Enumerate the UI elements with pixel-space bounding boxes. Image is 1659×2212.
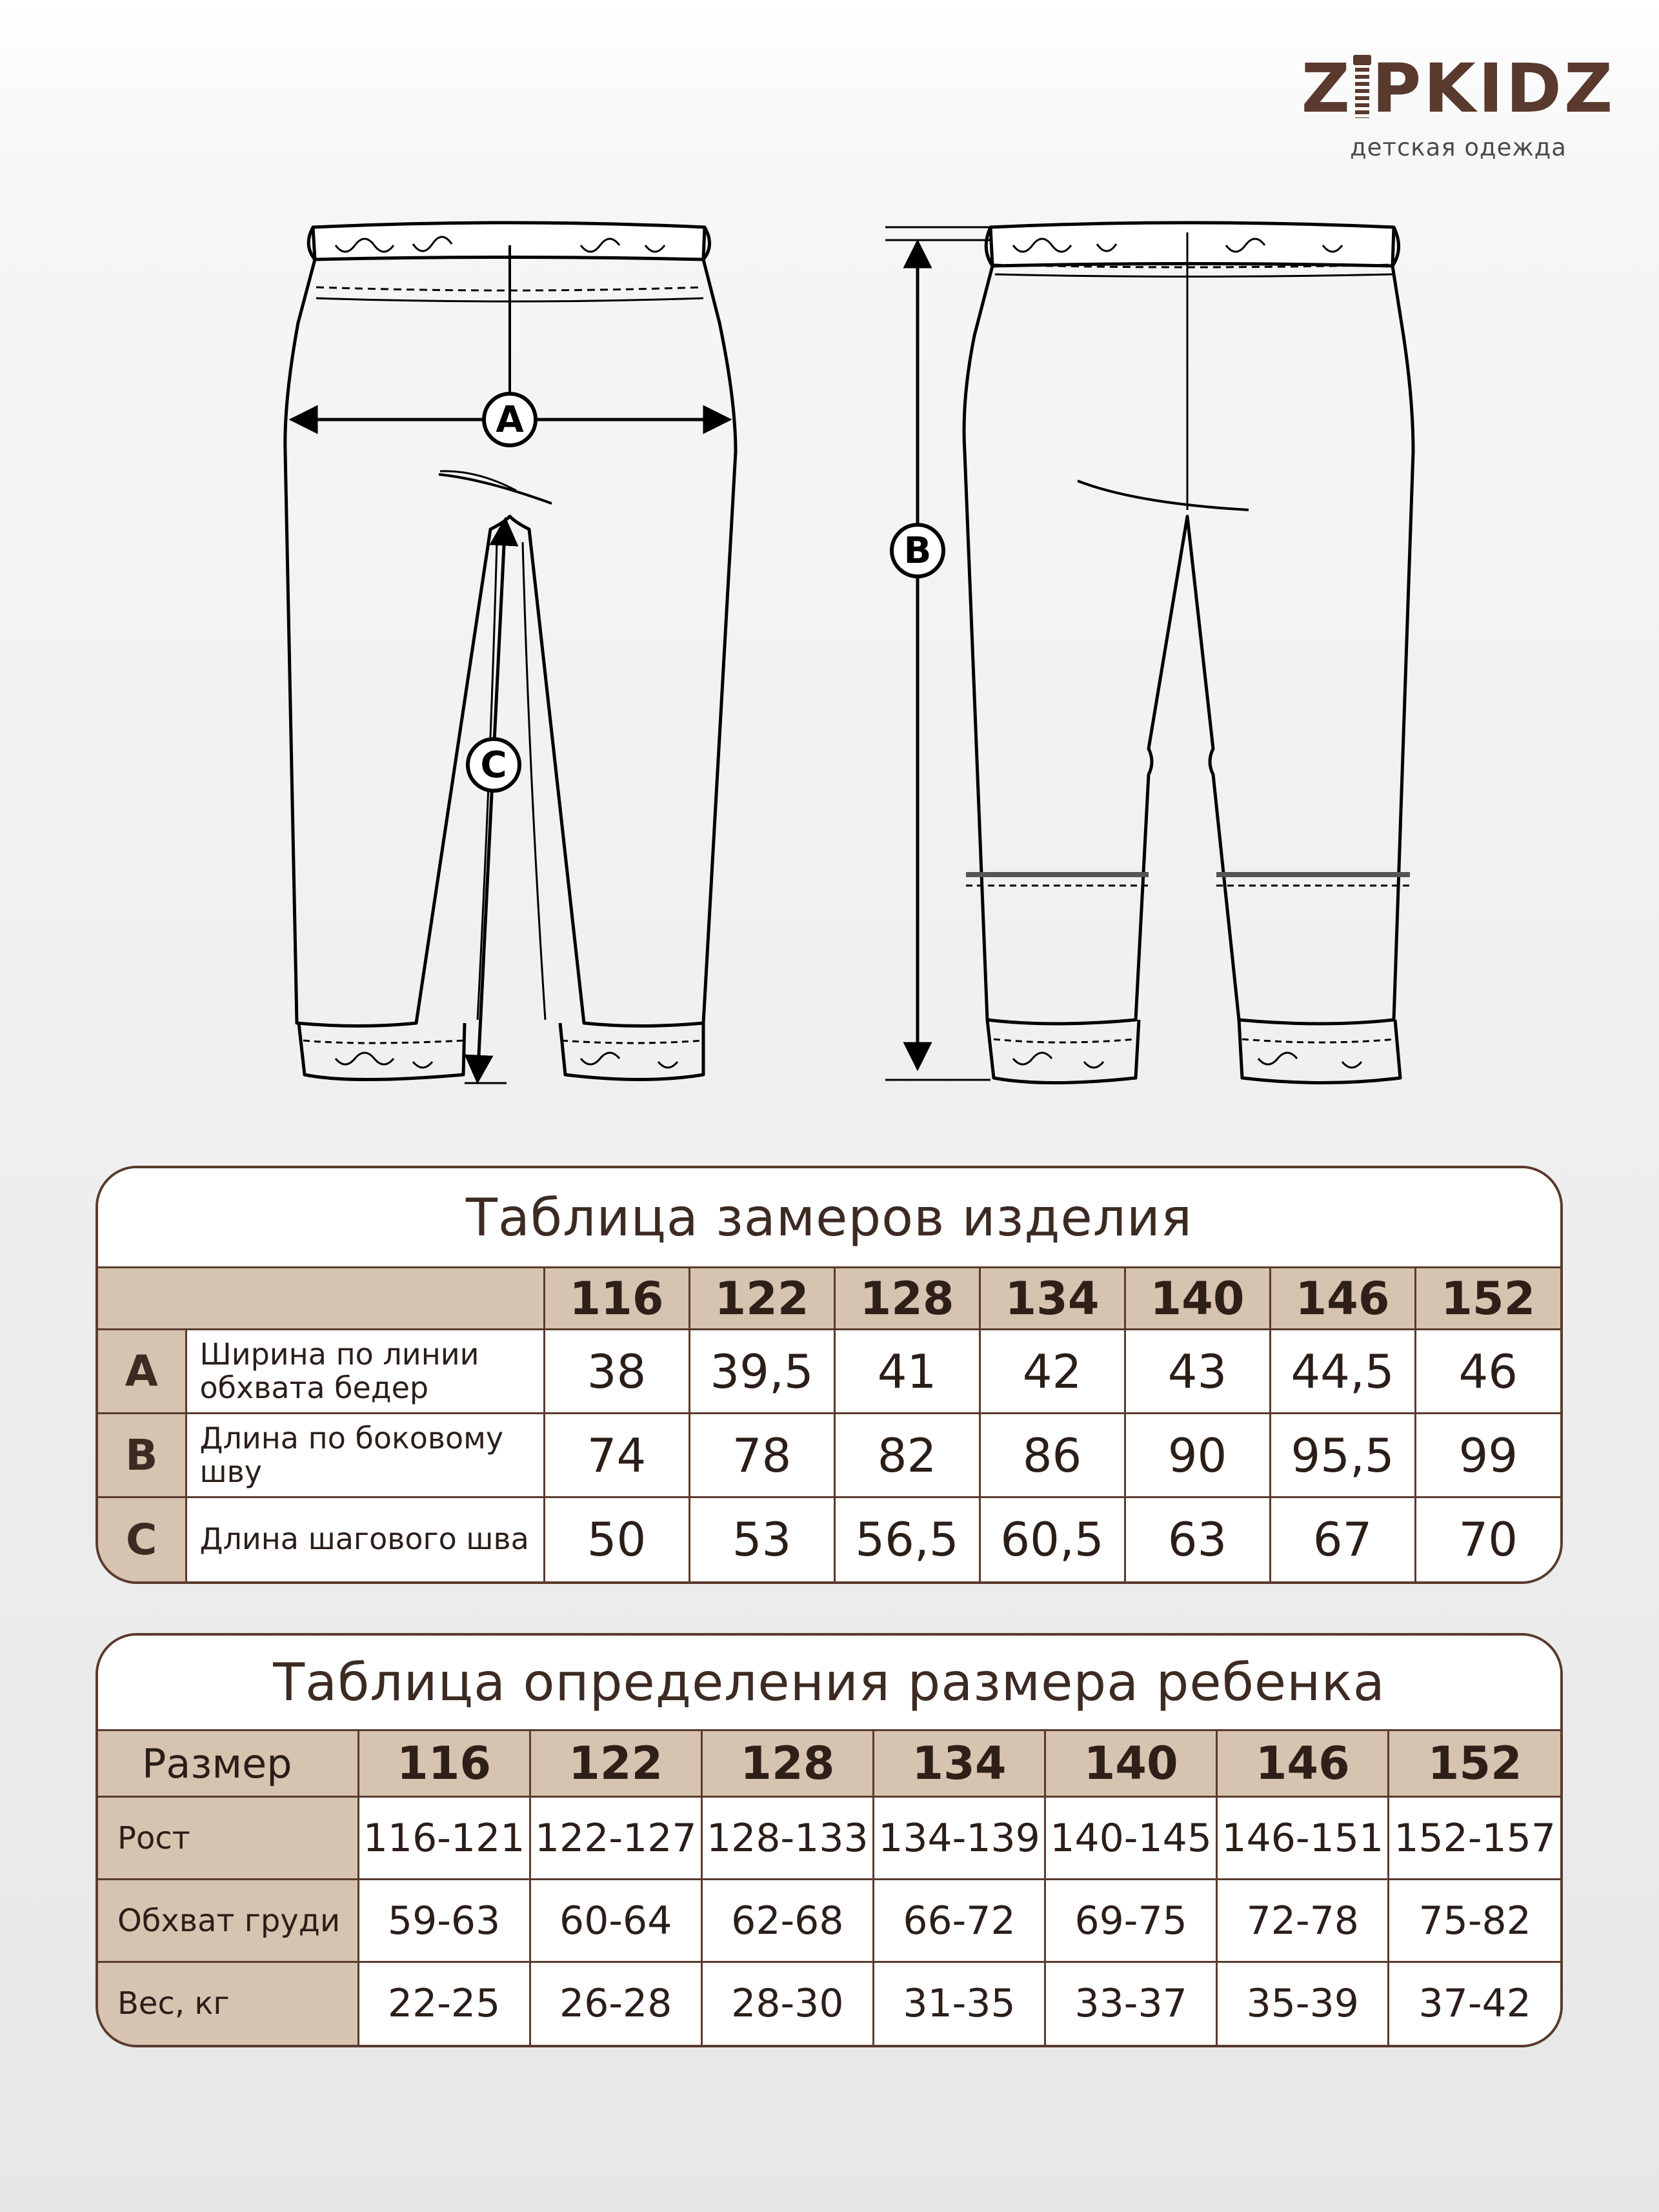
table-cell: 134-139 — [873, 1797, 1045, 1880]
row-label: Обхват груди — [98, 1880, 358, 1962]
size-header: 134 — [980, 1268, 1125, 1330]
table-cell: 90 — [1125, 1414, 1270, 1497]
size-header: 146 — [1270, 1268, 1415, 1330]
brand-name-left: Z — [1301, 49, 1353, 128]
table-row — [98, 1880, 1560, 1962]
brand-tagline: детская одежда — [1350, 134, 1567, 161]
size-header: 128 — [834, 1268, 980, 1330]
pants-back-view — [885, 223, 1413, 1083]
header-corner — [98, 1268, 544, 1330]
table-cell: 82 — [834, 1414, 980, 1497]
table-row — [98, 1330, 1560, 1414]
table-cell: 75-82 — [1389, 1880, 1560, 1962]
size-header: 116 — [544, 1268, 689, 1330]
row-code: B — [98, 1414, 186, 1497]
table-cell: 33-37 — [1045, 1962, 1217, 2045]
size-header: 140 — [1125, 1268, 1270, 1330]
table-cell: 50 — [544, 1497, 689, 1581]
table-cell: 78 — [689, 1414, 834, 1497]
row-label: Рост — [98, 1797, 358, 1880]
table-cell: 60,5 — [980, 1497, 1125, 1581]
size-header: 116 — [358, 1730, 530, 1797]
table-row — [98, 1414, 1560, 1497]
table-row — [98, 1962, 1560, 2045]
size-header: 122 — [530, 1730, 701, 1797]
table-cell: 39,5 — [689, 1330, 834, 1414]
table-cell: 66-72 — [873, 1880, 1045, 1962]
table-cell: 122-127 — [530, 1797, 701, 1880]
table-row — [98, 1797, 1560, 1880]
label-c: C — [480, 744, 507, 786]
pants-front-view — [285, 223, 736, 1083]
table-cell: 31-35 — [873, 1962, 1045, 2045]
row-label: Вес, кг — [98, 1962, 358, 2045]
measure-label-a — [484, 394, 536, 445]
brand-name-right: PKIDZ — [1372, 49, 1616, 128]
table-cell: 60-64 — [530, 1880, 701, 1962]
table-cell: 26-28 — [530, 1962, 701, 2045]
table-cell: 53 — [689, 1497, 834, 1581]
table-cell: 86 — [980, 1414, 1125, 1497]
table-cell: 152-157 — [1389, 1797, 1560, 1880]
table-cell: 116-121 — [358, 1797, 530, 1880]
table-cell: 56,5 — [834, 1497, 980, 1581]
measure-label-b — [892, 525, 943, 576]
row-description: Длина по боковому шву — [186, 1414, 544, 1497]
table-cell: 43 — [1125, 1330, 1270, 1414]
table-cell: 99 — [1415, 1414, 1560, 1497]
table-cell: 62-68 — [701, 1880, 873, 1962]
size-header-label: Размер — [98, 1730, 358, 1797]
size-header: 152 — [1389, 1730, 1560, 1797]
table-cell: 63 — [1125, 1497, 1270, 1581]
child-size-table-panel — [96, 1633, 1563, 2047]
size-header: 140 — [1045, 1730, 1217, 1797]
row-description: Ширина по линии обхвата бедер — [186, 1330, 544, 1414]
child-size-table — [98, 1729, 1560, 2045]
label-a: A — [496, 399, 524, 441]
measure-label-c — [468, 739, 519, 791]
size-header: 134 — [873, 1730, 1045, 1797]
table-cell: 146-151 — [1217, 1797, 1389, 1880]
measurement-table-panel — [96, 1166, 1563, 1584]
row-code: C — [98, 1497, 186, 1581]
row-code: A — [98, 1330, 186, 1414]
table-cell: 72-78 — [1217, 1880, 1389, 1962]
measurement-table-title: Таблица замеров изделия — [98, 1168, 1560, 1266]
table-cell: 41 — [834, 1330, 980, 1414]
measurement-table — [98, 1266, 1560, 1581]
size-header: 128 — [701, 1730, 873, 1797]
table-cell: 28-30 — [701, 1962, 873, 2045]
table-cell: 140-145 — [1045, 1797, 1217, 1880]
table-cell: 22-25 — [358, 1962, 530, 2045]
table-cell: 44,5 — [1270, 1330, 1415, 1414]
size-header: 122 — [689, 1268, 834, 1330]
child-size-table-title: Таблица определения размера ребенка — [98, 1636, 1560, 1729]
measurement-header-row — [98, 1268, 1560, 1330]
table-cell: 69-75 — [1045, 1880, 1217, 1962]
table-cell: 74 — [544, 1414, 689, 1497]
table-cell: 46 — [1415, 1330, 1560, 1414]
size-header: 152 — [1415, 1268, 1560, 1330]
label-b: B — [903, 530, 932, 572]
table-cell: 128-133 — [701, 1797, 873, 1880]
table-cell: 95,5 — [1270, 1414, 1415, 1497]
table-cell: 67 — [1270, 1497, 1415, 1581]
row-description: Длина шагового шва — [186, 1497, 544, 1581]
table-cell: 38 — [544, 1330, 689, 1414]
table-cell: 42 — [980, 1330, 1125, 1414]
table-cell: 37-42 — [1389, 1962, 1560, 2045]
child-size-header-row — [98, 1730, 1560, 1797]
table-row — [98, 1497, 1560, 1581]
size-header: 146 — [1217, 1730, 1389, 1797]
table-cell: 70 — [1415, 1497, 1560, 1581]
table-cell: 59-63 — [358, 1880, 530, 1962]
table-cell: 35-39 — [1217, 1962, 1389, 2045]
